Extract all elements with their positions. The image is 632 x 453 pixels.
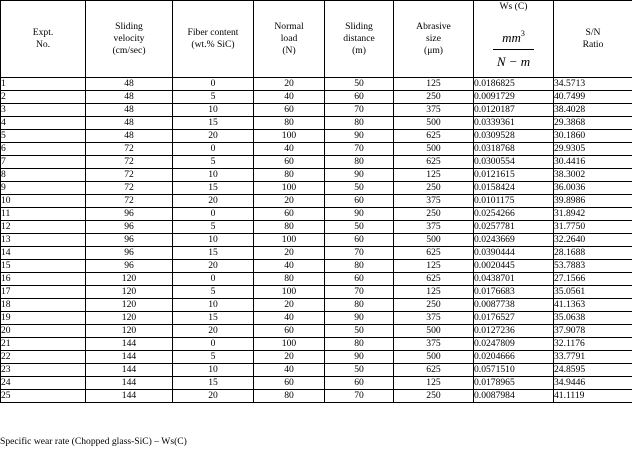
header-sn-ratio: S/N Ratio: [554, 1, 632, 78]
fiber-cell: 20: [173, 390, 254, 403]
load-cell: 100: [254, 130, 325, 143]
abrasive-cell: 625: [394, 247, 474, 260]
expt-no-cell: 11: [1, 208, 86, 221]
expt-no-cell: 15: [1, 260, 86, 273]
abrasive-cell: 500: [394, 325, 474, 338]
load-cell: 20: [254, 351, 325, 364]
fiber-cell: 5: [173, 221, 254, 234]
expt-no-cell: 13: [1, 234, 86, 247]
unit-exponent: 3: [520, 28, 525, 38]
sn-ratio-cell: 36.0036: [554, 182, 632, 195]
velocity-cell: 96: [86, 234, 173, 247]
sn-ratio-cell: 41.1119: [554, 390, 632, 403]
sn-ratio-cell: 35.0638: [554, 312, 632, 325]
distance-cell: 80: [325, 299, 394, 312]
fiber-cell: 15: [173, 182, 254, 195]
unit-numerator: mm: [502, 29, 521, 45]
distance-cell: 60: [325, 273, 394, 286]
abrasive-cell: 625: [394, 273, 474, 286]
sn-ratio-cell: 35.0561: [554, 286, 632, 299]
distance-cell: 60: [325, 91, 394, 104]
sn-ratio-cell: 39.8986: [554, 195, 632, 208]
table-row: [1, 273, 632, 286]
load-cell: 60: [254, 377, 325, 390]
sn-ratio-cell: 29.9305: [554, 143, 632, 156]
distance-cell: 50: [325, 221, 394, 234]
distance-cell: 70: [325, 390, 394, 403]
distance-cell: 90: [325, 312, 394, 325]
load-cell: 80: [254, 169, 325, 182]
table-row: [1, 377, 632, 390]
abrasive-cell: 375: [394, 104, 474, 117]
table-row: [1, 104, 632, 117]
sn-ratio-cell: 34.5713: [554, 78, 632, 91]
distance-cell: 50: [325, 325, 394, 338]
load-cell: 40: [254, 143, 325, 156]
distance-cell: 60: [325, 377, 394, 390]
abrasive-cell: 375: [394, 195, 474, 208]
abrasive-cell: 250: [394, 299, 474, 312]
sn-ratio-cell: 41.1363: [554, 299, 632, 312]
sn-ratio-cell: 30.1860: [554, 130, 632, 143]
abrasive-cell: 500: [394, 143, 474, 156]
abrasive-cell: 125: [394, 169, 474, 182]
table-row: [1, 351, 632, 364]
load-cell: 20: [254, 247, 325, 260]
velocity-cell: 48: [86, 117, 173, 130]
fiber-cell: 20: [173, 195, 254, 208]
velocity-cell: 72: [86, 143, 173, 156]
expt-no-cell: 19: [1, 312, 86, 325]
load-cell: 80: [254, 117, 325, 130]
fiber-cell: 0: [173, 143, 254, 156]
table-row: [1, 286, 632, 299]
sn-ratio-cell: 32.2640: [554, 234, 632, 247]
table-row: [1, 182, 632, 195]
fiber-cell: 0: [173, 273, 254, 286]
wear-rate-cell: 0.0254266: [474, 208, 554, 221]
wear-rate-cell: 0.0158424: [474, 182, 554, 195]
distance-cell: 50: [325, 182, 394, 195]
abrasive-cell: 125: [394, 260, 474, 273]
fiber-cell: 0: [173, 338, 254, 351]
load-cell: 40: [254, 312, 325, 325]
sn-ratio-cell: 33.7791: [554, 351, 632, 364]
expt-no-cell: 4: [1, 117, 86, 130]
distance-cell: 70: [325, 247, 394, 260]
wear-rate-cell: 0.0176527: [474, 312, 554, 325]
velocity-cell: 72: [86, 182, 173, 195]
table-row: [1, 91, 632, 104]
velocity-cell: 48: [86, 130, 173, 143]
wear-rate-cell: 0.0318768: [474, 143, 554, 156]
fiber-cell: 20: [173, 325, 254, 338]
load-cell: 100: [254, 234, 325, 247]
distance-cell: 80: [325, 260, 394, 273]
distance-cell: 50: [325, 364, 394, 377]
expt-no-cell: 12: [1, 221, 86, 234]
table-row: [1, 312, 632, 325]
velocity-cell: 72: [86, 169, 173, 182]
abrasive-cell: 625: [394, 364, 474, 377]
wear-rate-cell: 0.0121615: [474, 169, 554, 182]
sn-ratio-cell: 31.7750: [554, 221, 632, 234]
expt-no-cell: 2: [1, 91, 86, 104]
table-body: [1, 78, 632, 403]
abrasive-cell: 500: [394, 351, 474, 364]
distance-cell: 90: [325, 169, 394, 182]
distance-cell: 70: [325, 104, 394, 117]
expt-no-cell: 1: [1, 78, 86, 91]
load-cell: 100: [254, 338, 325, 351]
header-abrasive-size: Abrasive size (μm): [394, 1, 474, 78]
expt-no-cell: 5: [1, 130, 86, 143]
wear-rate-cell: 0.0127236: [474, 325, 554, 338]
table-row: [1, 390, 632, 403]
velocity-cell: 120: [86, 299, 173, 312]
load-cell: 100: [254, 286, 325, 299]
table-row: [1, 169, 632, 182]
expt-no-cell: 7: [1, 156, 86, 169]
sn-ratio-cell: 28.1688: [554, 247, 632, 260]
velocity-cell: 120: [86, 312, 173, 325]
wear-rate-cell: 0.0390444: [474, 247, 554, 260]
distance-cell: 80: [325, 338, 394, 351]
wear-rate-cell: 0.0300554: [474, 156, 554, 169]
sn-ratio-cell: 30.4416: [554, 156, 632, 169]
abrasive-cell: 375: [394, 338, 474, 351]
load-cell: 80: [254, 221, 325, 234]
table-row: [1, 195, 632, 208]
sn-ratio-cell: 31.8942: [554, 208, 632, 221]
expt-no-cell: 3: [1, 104, 86, 117]
table-row: [1, 221, 632, 234]
table-row: [1, 143, 632, 156]
wear-rate-cell: 0.0339361: [474, 117, 554, 130]
fiber-cell: 15: [173, 312, 254, 325]
wear-rate-label: Ws (C): [499, 0, 528, 12]
sn-ratio-cell: 29.3868: [554, 117, 632, 130]
wear-rate-cell: 0.0571510: [474, 364, 554, 377]
header-wear-rate: [474, 1, 554, 78]
velocity-cell: 144: [86, 364, 173, 377]
distance-cell: 70: [325, 143, 394, 156]
load-cell: 80: [254, 390, 325, 403]
fiber-cell: 15: [173, 377, 254, 390]
sn-ratio-cell: 24.8595: [554, 364, 632, 377]
abrasive-cell: 625: [394, 156, 474, 169]
sn-ratio-cell: 40.7499: [554, 91, 632, 104]
load-cell: 60: [254, 325, 325, 338]
fiber-cell: 10: [173, 104, 254, 117]
velocity-cell: 120: [86, 325, 173, 338]
velocity-cell: 72: [86, 195, 173, 208]
abrasive-cell: 375: [394, 221, 474, 234]
velocity-cell: 144: [86, 390, 173, 403]
abrasive-cell: 250: [394, 91, 474, 104]
wear-rate-unit-fraction: [493, 27, 534, 69]
sn-ratio-cell: 27.1566: [554, 273, 632, 286]
fiber-cell: 5: [173, 351, 254, 364]
fiber-cell: 10: [173, 299, 254, 312]
velocity-cell: 144: [86, 338, 173, 351]
load-cell: 20: [254, 195, 325, 208]
table-row: [1, 325, 632, 338]
wear-rate-cell: 0.0120187: [474, 104, 554, 117]
sn-ratio-cell: 32.1176: [554, 338, 632, 351]
load-cell: 60: [254, 208, 325, 221]
fiber-cell: 20: [173, 130, 254, 143]
wear-rate-cell: 0.0087984: [474, 390, 554, 403]
header-fiber-content: Fiber content (wt.% SiC): [173, 1, 254, 78]
wear-rate-cell: 0.0204666: [474, 351, 554, 364]
distance-cell: 80: [325, 156, 394, 169]
expt-no-cell: 9: [1, 182, 86, 195]
wear-rate-cell: 0.0243669: [474, 234, 554, 247]
expt-no-cell: 21: [1, 338, 86, 351]
table-row: [1, 156, 632, 169]
expt-no-cell: 8: [1, 169, 86, 182]
fiber-cell: 15: [173, 247, 254, 260]
wear-rate-cell: 0.0247809: [474, 338, 554, 351]
velocity-cell: 96: [86, 247, 173, 260]
velocity-cell: 144: [86, 377, 173, 390]
abrasive-cell: 250: [394, 208, 474, 221]
table-row: [1, 247, 632, 260]
header-normal-load: Normal load (N): [254, 1, 325, 78]
load-cell: 60: [254, 156, 325, 169]
expt-no-cell: 10: [1, 195, 86, 208]
table-row: [1, 117, 632, 130]
table-row: [1, 130, 632, 143]
load-cell: 20: [254, 78, 325, 91]
velocity-cell: 96: [86, 260, 173, 273]
distance-cell: 60: [325, 195, 394, 208]
abrasive-cell: 500: [394, 117, 474, 130]
expt-no-cell: 17: [1, 286, 86, 299]
distance-cell: 80: [325, 117, 394, 130]
load-cell: 80: [254, 273, 325, 286]
wear-rate-cell: 0.0257781: [474, 221, 554, 234]
fiber-cell: 5: [173, 156, 254, 169]
abrasive-cell: 500: [394, 234, 474, 247]
expt-no-cell: 16: [1, 273, 86, 286]
distance-cell: 90: [325, 351, 394, 364]
expt-no-cell: 24: [1, 377, 86, 390]
distance-cell: 60: [325, 234, 394, 247]
wear-rate-cell: 0.0091729: [474, 91, 554, 104]
abrasive-cell: 250: [394, 182, 474, 195]
distance-cell: 70: [325, 286, 394, 299]
fiber-cell: 0: [173, 208, 254, 221]
wear-rate-cell: 0.0186825: [474, 78, 554, 91]
velocity-cell: 96: [86, 221, 173, 234]
fiber-cell: 5: [173, 286, 254, 299]
wear-rate-cell: 0.0176683: [474, 286, 554, 299]
abrasive-cell: 625: [394, 130, 474, 143]
sn-ratio-cell: 53.7883: [554, 260, 632, 273]
header-expt-no: Expt. No.: [1, 1, 86, 78]
load-cell: 40: [254, 364, 325, 377]
wear-rate-cell: 0.0020445: [474, 260, 554, 273]
table-row: [1, 78, 632, 91]
abrasive-cell: 375: [394, 312, 474, 325]
abrasive-cell: 125: [394, 286, 474, 299]
sn-ratio-cell: 34.9446: [554, 377, 632, 390]
fiber-cell: 20: [173, 260, 254, 273]
velocity-cell: 48: [86, 91, 173, 104]
fiber-cell: 10: [173, 169, 254, 182]
wear-rate-cell: 0.0101175: [474, 195, 554, 208]
load-cell: 60: [254, 104, 325, 117]
sn-ratio-cell: 38.3002: [554, 169, 632, 182]
sn-ratio-cell: 38.4028: [554, 104, 632, 117]
expt-no-cell: 25: [1, 390, 86, 403]
fiber-cell: 10: [173, 364, 254, 377]
velocity-cell: 96: [86, 208, 173, 221]
velocity-cell: 48: [86, 78, 173, 91]
velocity-cell: 120: [86, 273, 173, 286]
wear-rate-cell: 0.0087738: [474, 299, 554, 312]
load-cell: 100: [254, 182, 325, 195]
expt-no-cell: 20: [1, 325, 86, 338]
table-footnote: Specific wear rate (Chopped glass-SiC) – Ws(C): [0, 436, 187, 447]
fiber-cell: 5: [173, 91, 254, 104]
table-row: [1, 299, 632, 312]
distance-cell: 50: [325, 78, 394, 91]
load-cell: 20: [254, 299, 325, 312]
expt-no-cell: 14: [1, 247, 86, 260]
sn-ratio-cell: 37.9078: [554, 325, 632, 338]
fiber-cell: 15: [173, 117, 254, 130]
abrasive-cell: 125: [394, 377, 474, 390]
table-row: [1, 260, 632, 273]
wear-rate-cell: 0.0178965: [474, 377, 554, 390]
table-row: [1, 364, 632, 377]
load-cell: 40: [254, 91, 325, 104]
expt-no-cell: 22: [1, 351, 86, 364]
fiber-cell: 0: [173, 78, 254, 91]
abrasive-cell: 125: [394, 78, 474, 91]
distance-cell: 90: [325, 208, 394, 221]
velocity-cell: 144: [86, 351, 173, 364]
velocity-cell: 72: [86, 156, 173, 169]
wear-rate-cell: 0.0438701: [474, 273, 554, 286]
expt-no-cell: 23: [1, 364, 86, 377]
header-row: [1, 1, 632, 78]
table-row: [1, 338, 632, 351]
table-row: [1, 208, 632, 221]
abrasive-cell: 250: [394, 390, 474, 403]
velocity-cell: 120: [86, 286, 173, 299]
header-sliding-distance: Sliding distance (m): [325, 1, 394, 78]
expt-no-cell: 6: [1, 143, 86, 156]
velocity-cell: 48: [86, 104, 173, 117]
wear-rate-cell: 0.0309528: [474, 130, 554, 143]
distance-cell: 90: [325, 130, 394, 143]
load-cell: 40: [254, 260, 325, 273]
header-sliding-velocity: Sliding velocity (cm/sec): [86, 1, 173, 78]
unit-denominator: N − m: [493, 49, 534, 69]
table-row: [1, 234, 632, 247]
fiber-cell: 10: [173, 234, 254, 247]
expt-no-cell: 18: [1, 299, 86, 312]
